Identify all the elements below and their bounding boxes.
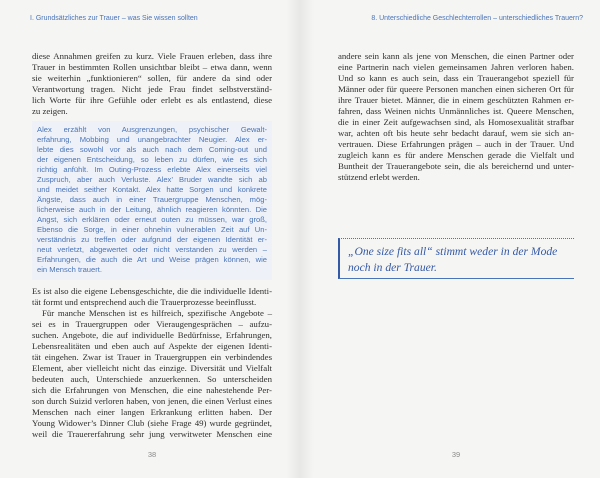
text-line: Ängste, dass auch in einer Trauergruppe Menschen, mög-	[37, 195, 267, 204]
text-line: Young Widower’s Dinner Club (siehe Frage 49) wurde gegründet,	[32, 418, 272, 428]
text-line: weil die Trauererfahrung sehr jung verwitweter Menschen eine	[32, 429, 272, 439]
text-line: bedeuten auch, Unterschiede anzuerkennen. So unterscheiden	[32, 374, 272, 384]
text-column	[338, 51, 574, 279]
text-line: stützend erlebt werden.	[338, 172, 420, 182]
text-line: Buntheit der Trauerangebote sein, die als bereichernd und unter-	[338, 161, 574, 171]
text-line: Ebenso die Sorge, in einer ohnehin vulnerablen Zeit auf Un-	[37, 225, 267, 234]
text-line: andere sein kann als jene von Menschen, die einen Partner oder	[338, 51, 574, 61]
text-line: noch in der Trauer.	[348, 261, 437, 274]
text-line: sich die Erfahrungen von Menschen, die eine nahestehende Per-	[32, 385, 272, 395]
body-paragraph	[32, 51, 272, 117]
text-line: vertrauen. Diese Erfahrungen prägen – auch in der Trauer. Und	[338, 139, 574, 149]
text-line: lich Worte für ihre Gefühle oder erlebt es als entlastend, diese	[32, 95, 272, 105]
text-line: lebte dies sowohl vor als auch nach dem Coming-out und	[37, 145, 267, 154]
text-line: „One size fits all“ stimmt weder in der Mode	[348, 245, 558, 258]
text-line: richtig anfühlt. Im Outing-Prozess erlebte Alex einerseits viel	[37, 165, 267, 174]
page-number: 39	[451, 450, 461, 459]
text-line: der eigenen Entscheidung, so leben zu dürfen, wie es sich	[37, 155, 267, 164]
text-line: die in einer Zeit aufgewachsen sind, als Homosexualität strafbar	[338, 117, 574, 127]
text-line: Element, aber vielleicht nicht das einzige. Diversität und Vielfalt	[32, 363, 272, 373]
text-line: licherweise auch in der Leitung, ähnlich reagieren könnten. Die	[37, 205, 267, 214]
text-line: diese Annahmen greifen zu kurz. Viele Frauen erleben, dass ihre	[32, 51, 272, 61]
text-line: fahren, dass Weinen nichts Unmännliches ist. Queere Menschen,	[338, 106, 574, 116]
text-line: verständnis zu treffen oder aufgrund der eigenen Identität er-	[37, 235, 267, 244]
case-example-box	[32, 121, 272, 280]
pull-quote	[338, 238, 574, 279]
text-line: Angst, sich erklären oder erneut outen zu müssen, war groß,	[37, 215, 267, 224]
text-column	[32, 51, 272, 440]
text-line: zu zeigen.	[32, 106, 68, 116]
page-number: 38	[147, 450, 157, 459]
text-line: Alex erzählt von Ausgrenzungen, psychischer Gewalt-	[37, 125, 267, 134]
text-line: ihre Trauer bietet. Männer, die in einem geschützten Rahmen er-	[338, 95, 574, 105]
text-line: Verantwortung tragen. Nicht jede Frau findet selbstverständ-	[32, 84, 272, 94]
running-head: 8. Unterschiedliche Geschlechterrollen – unterschiedliches Trauern?	[371, 15, 583, 22]
text-line: ein Mensch trauert.	[37, 265, 102, 274]
text-line: tät formt und entsprechend auch die Trauerprozesse beeinflusst.	[32, 297, 257, 307]
body-paragraph	[338, 51, 574, 183]
text-line: Es ist also die eigene Lebensgeschichte, die die individuelle Identi-	[32, 286, 272, 296]
text-line: suchen. Angebote, die auf individuelle Bedürfnisse, Erfahrungen,	[32, 330, 272, 340]
right-page	[300, 0, 600, 478]
text-line: sei es in Trauergruppen oder Vieraugengesprächen – aufzu-	[32, 319, 272, 329]
text-line: Menschen nach einer langen Erkrankung erlitten haben. Der	[32, 407, 272, 417]
text-line: Und so kann es auch sein, dass ein Trauerangebot speziell für	[338, 73, 574, 83]
text-line: eine Partnerin nach vielen gemeinsamen Jahren verloren haben.	[338, 62, 574, 72]
pull-quote-text	[348, 244, 574, 276]
text-line: Männer oder für queere Personen manchen einen sicheren Ort für	[338, 84, 574, 94]
text-line: sie weiterhin „funktionieren“ sollen, für andere da sind oder	[32, 73, 272, 83]
text-line: Lebensrealitäten und eben auch auf Aspekte der eigenen Identi-	[32, 341, 272, 351]
text-line: Erfahrungen, die auch die Art und Weise prägen können, wie	[37, 255, 267, 264]
text-line: Für manche Menschen ist es hilfreich, spezifische Angebote –	[42, 308, 272, 318]
text-line: tät eingehen. Zwar ist Trauer in Trauergruppen ein verbindendes	[32, 352, 272, 362]
text-line: Trauer in bestimmten Rollen unsichtbar bleibt – etwa dann, wenn	[32, 62, 272, 72]
text-line: Zuspruch, aber auch Verluste. Alex’ Bruder wandte sich ab	[37, 175, 267, 184]
text-line: neut verletzt, abgewertet oder nicht verstanden zu werden –	[37, 245, 267, 254]
running-head: I. Grundsätzliches zur Trauer – was Sie wissen sollten	[30, 15, 198, 22]
body-paragraph	[32, 308, 272, 440]
text-line: und meidet seither Kontakt. Alex hatte Sorgen und konkrete	[37, 185, 267, 194]
text-line: zugleich kann es für andere Menschen gerade die Vielfalt und	[338, 150, 574, 160]
text-line: erfahrung, Mobbing und unangebrachter Neugier. Alex er-	[37, 135, 267, 144]
case-example-text	[37, 125, 267, 275]
body-paragraph	[32, 286, 272, 308]
text-line: war, achten oft bis heute sehr bedacht darauf, wem sie sich an-	[338, 128, 574, 138]
text-line: son durch Suizid verloren haben, von jenen, die einen Verlust eines	[32, 396, 272, 406]
